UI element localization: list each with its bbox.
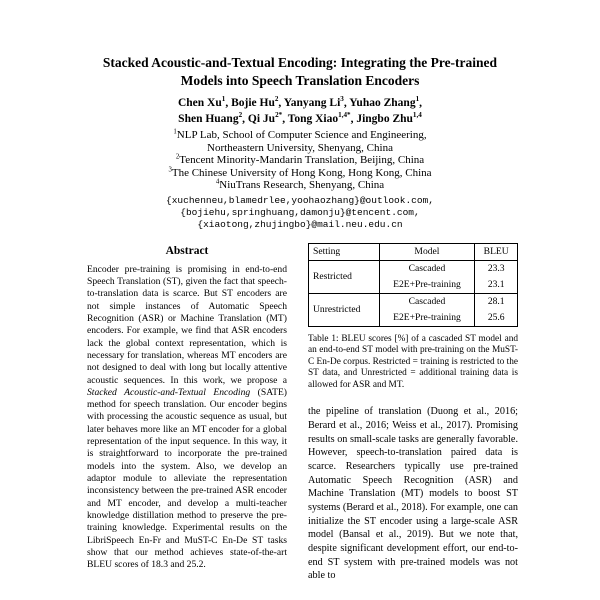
author-bojie-hu: Bojie Hu$^2$, bbox=[231, 95, 282, 110]
affil-marker: 1 bbox=[173, 128, 177, 136]
table-row bbox=[309, 293, 518, 310]
model-cell: Cascaded bbox=[379, 260, 475, 277]
setting-restricted: Restricted bbox=[309, 260, 380, 293]
bleu-cell: 25.6 bbox=[475, 310, 518, 327]
affiliation-list bbox=[149, 129, 451, 192]
author-shen-huang: Shen Huang$^2$, bbox=[178, 110, 246, 125]
left-column bbox=[82, 243, 292, 583]
author-list bbox=[82, 96, 518, 127]
col-header-model: Model bbox=[379, 243, 475, 260]
setting-unrestricted: Unrestricted bbox=[309, 293, 380, 326]
author-jingbo-zhu: Jingbo Zhu$^{1,4}$ bbox=[356, 110, 422, 125]
email-block bbox=[82, 195, 518, 231]
model-cell: Cascaded bbox=[379, 293, 475, 310]
affil-marker: 3 bbox=[168, 166, 172, 174]
author-chen-xu: Chen Xu$^1$, bbox=[177, 95, 229, 110]
two-column-body bbox=[82, 243, 518, 583]
right-column bbox=[308, 243, 518, 583]
author-affil-marker: 1 bbox=[221, 95, 226, 104]
author-affil-marker: 3 bbox=[340, 95, 344, 104]
sate-term: Stacked Acoustic-and-Textual Encoding bbox=[87, 386, 251, 398]
author-affil-marker: 2 bbox=[274, 95, 279, 104]
affiliation-line-4: $^4$NiuTrans Research, Shenyang, China bbox=[215, 178, 385, 192]
affiliation-line-3: $^3$The Chinese University of Hong Kong, Hong Kong, China bbox=[168, 166, 432, 179]
author-affil-marker: 2 bbox=[238, 110, 243, 119]
paper-title: Stacked Acoustic-and-Textual Encoding: Integrating the Pre-trained Models into Speech Translation Encoders bbox=[102, 55, 498, 88]
author-line-2 bbox=[82, 112, 518, 128]
email-line-3: {xiaotong,zhujingbo}@mail.neu.edu.cn bbox=[197, 218, 403, 230]
author-qi-ju: Qi $Ju^{2*}$, bbox=[247, 110, 286, 125]
author-tong-xiao: Tong Xiao$^{1,4*}$, bbox=[287, 110, 354, 125]
results-table bbox=[308, 243, 518, 327]
table-row bbox=[309, 260, 518, 277]
bleu-cell: 23.1 bbox=[475, 277, 518, 294]
author-line-1 bbox=[82, 96, 518, 112]
email-line-2: {bojiehu,springhuang,damonju}@tencent.com, bbox=[180, 206, 420, 218]
author-affil-marker: 1,4* bbox=[338, 110, 351, 119]
affiliation-line-1: $^1$NLP Lab, School of Computer Science and Engineering, Northeastern University, Shenyang, China bbox=[173, 128, 427, 154]
model-cell: E2E+Pre-training bbox=[379, 310, 475, 327]
affil-marker: 2 bbox=[175, 153, 180, 161]
email-line-1: {xuchenneu,blamedrlee,yoohaozhang}@outlook.com, bbox=[166, 194, 434, 206]
col-header-setting: Setting bbox=[309, 243, 380, 260]
intro-paragraph: the pipeline of translation (Duong et al., 2016; Berard et al., 2016; Weiss et al., 2017). Promising results on small-scale tasks are generally favorable. However, speech-to-translation paired data is scarce. Researchers typically use pre-trained Automatic Speech Recognition (ASR) and Machine Translation (MT) models to boost ST systems (Berard et al., 2018). For example, one can initialize the ST encoder using a large-scale ASR model (Bansal et al., 2019). But we note that, despite significant development effort, our end-to-end ST system with pre-trained models was not able to bbox=[308, 406, 518, 582]
col-header-bleu: BLEU bbox=[475, 243, 518, 260]
author-yuhao-zhang: Yuhao Zhang$^1$, bbox=[349, 95, 423, 110]
table-caption: Table 1: BLEU scores [%] of a cascaded ST model and an end-to-end ST model with pre-training on the MuST-C En-De corpus. Restricted = training is restricted to the ST data, and Unrestricted = additional training data is allowed for ASR and MT. bbox=[308, 333, 518, 390]
affiliation-line-2: $^2$Tencent Minority-Mandarin Translation, Beijing, China bbox=[175, 153, 425, 167]
author-yanyang-li: Yanyang Li$^3$, bbox=[283, 95, 347, 110]
author-affil-marker: 1,4 bbox=[412, 110, 422, 119]
author-affil-marker: 2* bbox=[275, 110, 283, 119]
bleu-cell: 28.1 bbox=[475, 293, 518, 310]
affil-marker: 4 bbox=[215, 178, 220, 186]
model-cell: E2E+Pre-training bbox=[379, 277, 475, 294]
bleu-cell: 23.3 bbox=[475, 260, 518, 277]
table-header-row bbox=[309, 243, 518, 260]
author-affil-marker: 1 bbox=[415, 95, 420, 104]
abstract-text: Encoder pre-training is promising in end-to-end Speech Translation (ST), given the fact that speech-to-translation data is scarce. But ST encoders are not simple instances of Automatic Speech Recognition (ASR) or Machine Translation (MT) encoders. For example, we find that ASR encoders lack the global context representation, which is necessary for translation, whereas MT encoders are not designed to deal with long but locally attentive acoustic sequences. In this work, we propose a Stacked Acoustic-and-Textual Encoding (SATE) method for speech translation. Our encoder begins with processing the acoustic sequence as usual, but later behaves more like an MT encoder for a global representation of the input sequence. In this way, it is straightforward to incorporate the pre-trained models into the system. Also, we develop an adaptor module to alleviate the representation inconsistency between the pre-trained ASR encoder and MT encoder, and develop a multi-teacher knowledge distillation method to preserve the pre-training knowledge. Experimental results on the LibriSpeech En-Fr and MuST-C En-De ST tasks show that our method achieves state-of-the-art BLEU scores of 18.3 and 25.2. bbox=[87, 263, 287, 571]
abstract-heading: Abstract bbox=[165, 244, 209, 257]
